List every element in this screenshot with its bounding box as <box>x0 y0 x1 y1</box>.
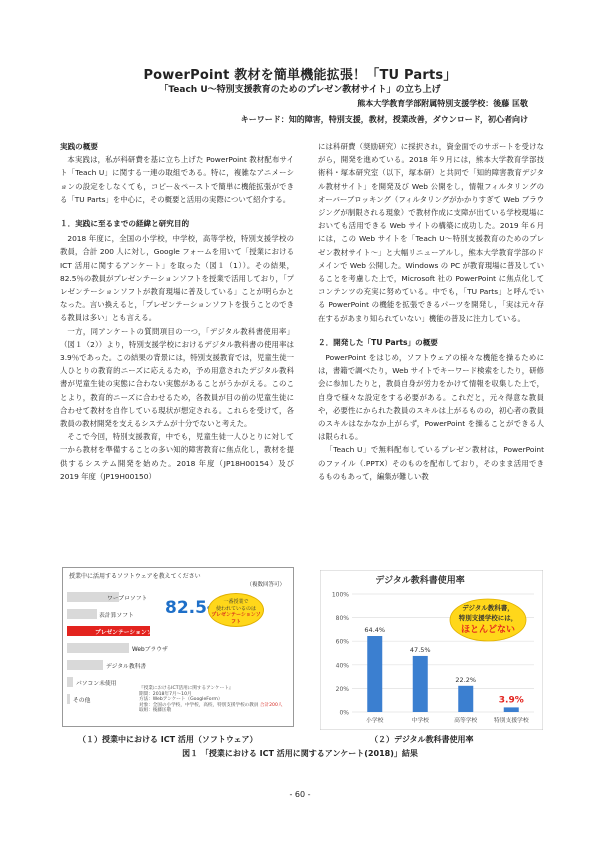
chart-bar <box>504 707 519 712</box>
paragraph-software-skills: PowerPoint をはじめ，ソフトウェアの様々な機能を操るためには，書籍で調べたり，Web サイトでキーワード検索をしたり，研修会に参加したりと，教員自身が労力をかけて情報を収集した上で，自身で様々な設定をする必要がある。これだと，元々得意な教員や，必要性にかられた教員のスキルは上がるものの，初心者の教員のスキルはなかなか上がらず，PowerPoint を操ることができる人は限られる。 <box>318 353 544 442</box>
paragraph-overview: 本実践は，私が科研費を基に立ち上げた PowerPoint 教材配布サイト「Teach U」に関する一連の取組である。特に，複雑なアニメーションの設定をしなくても，コピー＆ペーストで簡単に機能拡張ができる「TU Parts」を中心に，その概要と活用の実際について紹介する。 <box>60 155 294 204</box>
legend-total: 合計200人 <box>259 702 283 708</box>
x-tick-label: 小学校 <box>366 718 384 724</box>
legend-target-text: 対象：全国の小学校，中学校，高校，特別支援学校の教員 <box>139 702 259 708</box>
paper-title: PowerPoint 教材を簡単機能拡張！「TU Parts」 <box>143 68 457 83</box>
survey-legend <box>139 686 282 714</box>
legend-period: 期間：2018年7月～10月 <box>139 691 192 697</box>
paragraph-survey: 2018 年度に，全国の小学校，中学校，高等学校，特別支援学校の教員，合計 200 人に対し，Google フォームを用いて「授業における ICT 活用に関するアンケート」を取った（図１（1））。その結果，82.5％の教員がプレゼンテーションソフトを授業で活用しており，「プレゼンテーションソフトが教育現場に普及している」ことが明らかとなった。言い換えると，「プレゼンテーションソフトを扱うことのできる教員は多い」とも言える。 <box>60 234 294 323</box>
y-tick-label: 40% <box>335 662 349 670</box>
software-bar-label: 表計算ソフト <box>99 613 134 619</box>
software-bar <box>67 609 97 619</box>
section-heading-overview: 実践の概要 <box>60 142 98 151</box>
paragraph-digital-textbook: 一方，同アンケートの質問項目の一つ，「デジタル教科書使用率」（図１（2））より，特別支援学校におけるデジタル教科書の使用率は 3.9％であった。この結果の背景には，特別支援教育では，児童生徒一人ひとりの教育的ニーズに応えるため，予め用意されたデジタル教科書が児童生徒の実態に合わない実態があることがうかがえる。このことより，教育的ニーズに合わせるため，各教員が目の前の児童生徒に合わせて教材を自作している現状が想定される。これらを受けて，各教員の教材開発を支えるシステムが十分でないと考えた。 <box>60 326 294 429</box>
burst-line-2: 使われているのは <box>215 605 256 612</box>
x-tick-label: 特別支援学校 <box>493 718 529 724</box>
chart-bar <box>413 656 428 712</box>
figure-digital-textbook-chart <box>320 570 543 730</box>
software-bar-label: プレゼンテーションソフト <box>95 630 165 636</box>
legend-title: 『授業におけるICT活用に関するアンケート』 <box>139 686 234 691</box>
legend-author: 取組：後藤匡敬 <box>139 708 172 714</box>
caption-sub-1: （１）授業中における ICT 活用（ソフトウェア） <box>78 735 258 744</box>
paragraph-teach-u: 「Teach U」で無料配布しているプレゼン教材は，PowerPoint のファイル（.PPTX）そのものを配布しており，そのまま活用できるものもあって，編集が難しい教 <box>318 445 544 481</box>
y-tick-label: 0% <box>339 709 349 717</box>
section-heading-background: １．実践に至るまでの経緯と研究目的 <box>60 219 190 229</box>
page-number: - 60 - <box>289 790 311 799</box>
highlight-number: 82.5 <box>165 598 207 618</box>
software-bar-label: パソコン未使用 <box>76 681 117 687</box>
software-bar-label: Webブラウザ <box>132 647 168 653</box>
callout-burst <box>208 593 264 627</box>
software-bar <box>67 677 73 687</box>
chart-bar <box>367 636 382 712</box>
y-tick-label: 20% <box>335 685 349 693</box>
software-bar <box>67 660 103 670</box>
paper-subtitle: 「Teach U～特別支援教育のためのプレゼン教材サイト」の立ち上げ <box>159 85 441 95</box>
figure-software-usage <box>62 567 294 727</box>
y-tick-label: 80% <box>335 615 349 623</box>
software-bar-label: その他 <box>73 698 91 704</box>
software-bar-label: ワープロソフト <box>107 596 148 602</box>
y-tick-label: 100% <box>331 591 349 599</box>
annotation-line-3: ほとんどない <box>460 625 516 635</box>
caption-sub-2: （２）デジタル教科書使用率 <box>370 735 474 744</box>
left-column <box>60 140 294 483</box>
bar-chart <box>320 570 543 730</box>
chart-title: デジタル教科書使用率 <box>375 576 465 586</box>
x-tick-label: 高等学校 <box>454 718 478 724</box>
bar-value-label: 22.2% <box>455 675 477 684</box>
x-tick-label: 中学校 <box>411 718 429 724</box>
keywords-line: キーワード：知的障害，特別支援，教材，授業改善，ダウンロード，初心者向け <box>240 115 528 124</box>
software-bar <box>67 643 129 653</box>
software-bar <box>67 694 70 704</box>
y-tick-label: 60% <box>335 638 349 646</box>
chart-bar <box>458 686 473 712</box>
right-column <box>318 140 544 483</box>
figure-caption: 図１ 「授業における ICT 活用に関するアンケート(2018)」結果 <box>182 749 418 758</box>
author-affiliation: 熊本大学教育学部附属特別支援学校：後藤 匡敬 <box>357 99 528 108</box>
paragraph-funding: には科研費（奨励研究）に採択され，資金面でのサポートを受けながら，開発を進めている。2018 年９月には，熊本大学教育学部技術科・塚本研究室（以下，塚本研）と共同で「知的障害教育デジタル教材サイト」を開発及び Web 公開をし，情報フィルタリングのオーバーブロッキング（フィルタリングがかかりすぎて Web ブラウジングが制限される現象）で教材作成に支障が出ている学校現場においても活用できる Web サイトの構築に成功した。2019 年６月には，この Web サイトを「Teach U～特別支援教育のためのプレゼン教材サイト～」と大幅リニューアルし，熊本大学教育学部のドメインで Web 公開した。Windows の PC が教育現場に普及していることを考慮した上で，Microsoft 社の PowerPoint に焦点化してコンテンツの充実に努めている。中でも，「TU Parts」と呼んでいる PowerPoint の機能を拡張できるパーツを開発し，「実は元々存在するがあまり知られていない」機能の普及に注力している。 <box>318 142 544 323</box>
figure-note: （複数回答可） <box>246 582 285 588</box>
software-bar-label: デジタル教科書 <box>106 664 147 670</box>
figure-question: 授業中に活用するソフトウェアを教えてください <box>69 573 201 580</box>
burst-line-1: 一番授業で <box>223 599 249 605</box>
annotation-line-1: デジタル教科書， <box>462 604 514 612</box>
legend-method: 方法：Webアンケート（GoogleForm） <box>139 697 223 703</box>
section-heading-tu-parts: ２．開発した「TU Parts」の概要 <box>318 337 438 347</box>
paragraph-system-development: そこで今回，特別支援教育，中でも，児童生徒一人ひとりに対して一から教材を準備することの多い知的障害教育に焦点化し，教材を提供するシステム開発を始めた。2018 年度（JP18H00154）及び 2019 年度（JP19H00150） <box>60 432 294 481</box>
bar-value-label: 64.4% <box>364 626 386 635</box>
annotation-line-2: 特別支援学校には， <box>458 614 518 622</box>
bar-value-label: 3.9% <box>498 695 524 706</box>
bar-value-label: 47.5% <box>409 645 431 654</box>
burst-line-3: プレゼンテーションソフト <box>211 612 261 625</box>
